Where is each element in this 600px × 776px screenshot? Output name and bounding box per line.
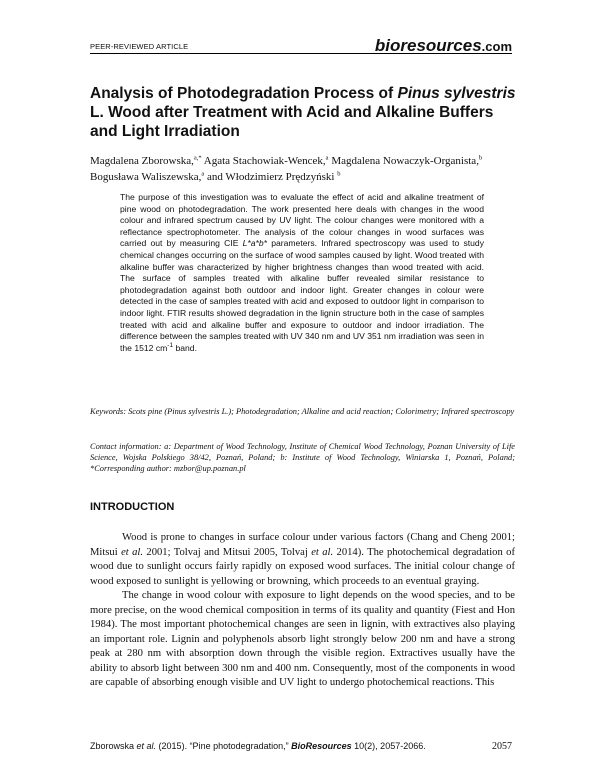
article-type-label: PEER-REVIEWED ARTICLE — [90, 42, 189, 51]
journal-logo-text: bioresources — [374, 36, 482, 55]
contact-information: Contact information: a: Department of Wood Technology, Institute of Chemical Wood Technology, Poznan University of Life Science, Wojska Polskiego 38/42, Poznań, Poland; b: Institute of Wood Technology, Winiarska 1, Poznań, Poland; *Corresponding author: mzbor@up.poznan.pl — [90, 442, 515, 473]
paragraph: The change in wood colour with exposure to light depends on the wood species, and to be more precise, on the wood chemical composition in terms of its quality and quantity (Fiest and Hon 1984). The most important photochemical changes are seen in lignin, with extractives also playing an important role. Lignin and polyphenols absorb light strongly below 200 nm and have a strong peak at 280 nm with absorption down through the visible region. Extractives usually have the ability to absorb light between 300 nm and 400 nm. Consequently, most of the components in wood are capable of absorbing enough visible and UV light to undergo photochemical reactions. This — [90, 590, 515, 688]
section-heading: INTRODUCTION — [90, 501, 175, 513]
species-name: Pinus sylvestris — [397, 85, 516, 102]
journal-logo-suffix: .com — [481, 39, 512, 54]
paragraph: Wood is prone to changes in surface colour under various factors (Chang and Cheng 2001; Mitsui et al. 2001; Tolvaj and Mitsui 2005, Tolvaj et al. 2014). The photochemical degradation of wood due to sunlight occurs fairly rapidly on exposed wood surfaces. The initial colour change of wood exposed to sunlight is yellowing or browning, which proceeds to an eventual graying. — [90, 532, 515, 587]
article-title: Analysis of Photodegradation Process of Pinus sylvestris L. Wood after Treatment with Acid and Alkaline Buffers and Light Irradiation — [90, 85, 516, 140]
journal-name: BioResources — [291, 741, 352, 751]
header-divider — [90, 53, 512, 54]
author-list: Magdalena Zborowska,$^{a,*}$ Agata Stachowiak-Wencek,$^a$ Magdalena Nowaczyk-Organista,$^b$ Bogusława Waliszewska,$^a$ and Włodzimierz Prędzyński $^b$ — [90, 154, 483, 183]
page-number: 2057 — [492, 741, 512, 752]
abstract: The purpose of this investigation was to evaluate the effect of acid and alkaline treatment of pine wood on photodegradation. The work presented here deals with changes in the wood colour and infrared spectrum caused by UV light. The colour changes were monitored with a reflectance spectrophotometer. The analysis of the colour changes in wood surfaces was carried out by measuring CIE L*a*b* parameters. Infrared spectroscopy was used to study chemical changes occurring on the surface of wood samples caused by light. Wood treated with alkaline buffer was characterized by higher brightness changes than wood treated with acid. The surface of samples treated with alkaline buffer revealed similar resistance to photodegradation against both outdoor and indoor light. Greater changes in colour were detected in the case of samples treated with acid and exposed to outdoor light in comparison to indoor light. FTIR results showed degradation in the lignin structure both in the case of samples treated with acid and alkaline buffer and exposure to outdoor and indoor irradiation. The difference between the samples treated with UV 340 nm and UV 351 nm irradiation was seen in the 1512 $cm^{-1}$ band. — [120, 192, 484, 353]
body-text — [90, 531, 515, 691]
keywords: Keywords: Scots pine (Pinus sylvestris L.); Photodegradation; Alkaline and acid reaction; Colorimetry; Infrared spectroscopy — [90, 407, 515, 416]
footer-citation: Zborowska et al. (2015). “Pine photodegradation,” BioResources 10(2), 2057-2066. — [90, 741, 426, 751]
